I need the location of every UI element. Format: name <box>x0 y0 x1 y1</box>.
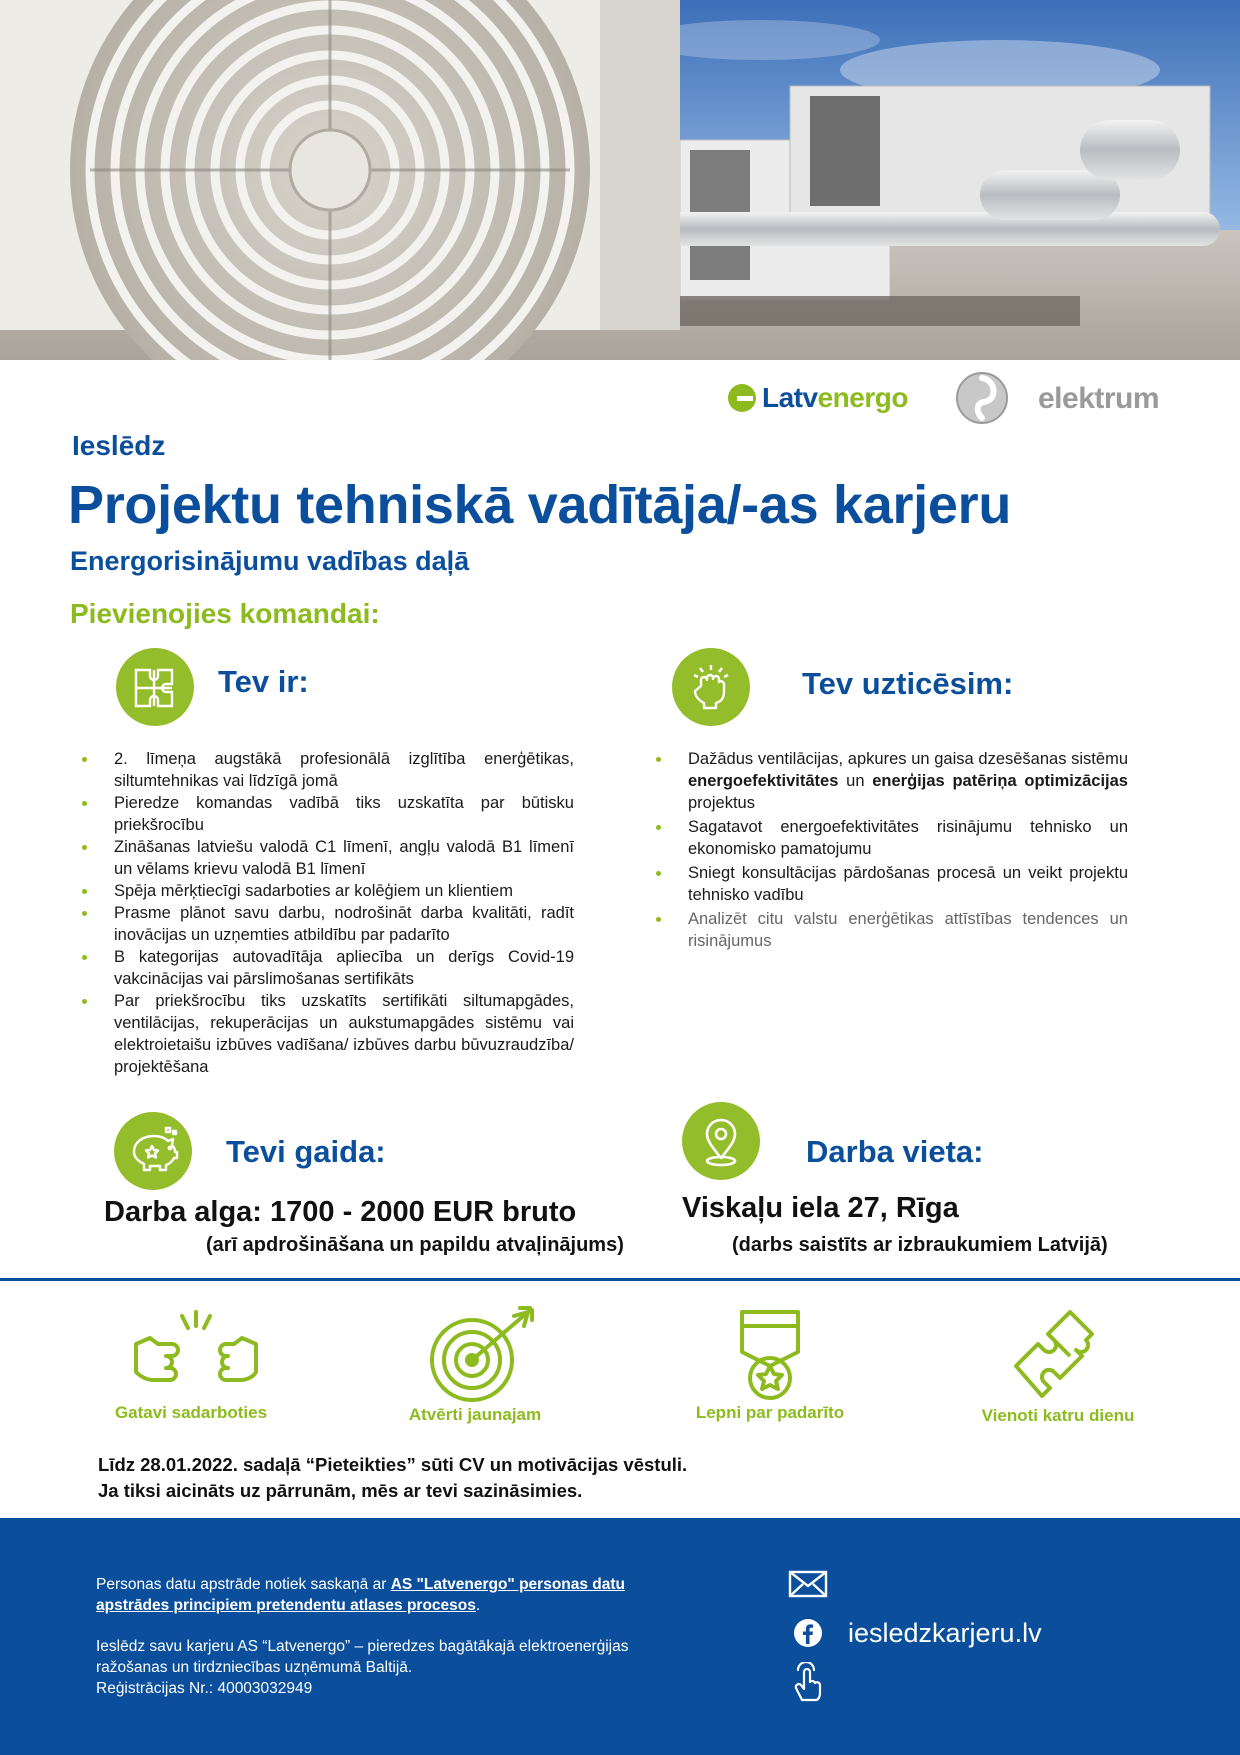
address-text: Viskaļu iela 27, Rīga <box>682 1192 959 1224</box>
kicker-text: Ieslēdz <box>72 430 166 461</box>
privacy-policy-link[interactable]: AS "Latvenergo" personas datu apstrādes principiem pretendentu atlases procesos <box>96 1576 626 1614</box>
join-heading: Pievienojies komandai: <box>70 598 380 629</box>
hero-photo <box>0 0 1240 360</box>
duties-heading: Tev uzticēsim: <box>802 666 1014 701</box>
target-icon <box>410 1304 550 1404</box>
value-label: Vienoti katru dienu <box>981 1406 1135 1425</box>
elektrum-wordmark: elektrum <box>1038 382 1160 415</box>
puzzle-pieces-icon <box>988 1304 1128 1404</box>
fist-bump-icon <box>126 1304 266 1404</box>
company-about <box>96 1636 656 1699</box>
section-divider <box>0 1278 1240 1281</box>
department-subtitle: Energorisinājumu vadības daļā <box>70 546 470 576</box>
list-item: Analizēt citu valstu enerģētikas attīstības tendences un risinājumus <box>648 908 1128 952</box>
list-item: Zināšanas latviešu valodā C1 līmenī, angļu valodā B1 līmenī un vēlams krievu valodā B1 līmenī <box>74 836 574 880</box>
value-label: Atvērti jaunajam <box>408 1405 542 1424</box>
registration-number: Reģistrācijas Nr.: 40003032949 <box>96 1680 313 1697</box>
salary-note: (arī apdrošināšana un papildu atvaļinājums) <box>206 1234 624 1256</box>
offer-heading: Tevi gaida: <box>226 1134 386 1169</box>
application-deadline <box>98 1452 687 1504</box>
privacy-notice: Personas datu apstrāde notiek saskaņā ar AS "Latvenergo" personas datu apstrādes principiem pretendentu atlases procesos. <box>96 1576 626 1614</box>
puzzle-icon <box>116 648 194 726</box>
website-link[interactable]: iesledzkarjeru.lv <box>848 1618 1042 1648</box>
list-item: Dažādus ventilācijas, apkures un gaisa dzesēšanas sistēmu energoefektivitātes un enerģijas patēriņa optimizācijas projektus <box>648 748 1128 814</box>
value-label: Gatavi sadarboties <box>114 1403 268 1422</box>
value-label: Lepni par padarīto <box>695 1403 845 1422</box>
location-heading: Darba vieta: <box>806 1134 984 1169</box>
list-item: Sniegt konsultācijas pārdošanas procesā un veikt projektu tehnisko vadību <box>648 862 1128 906</box>
piggy-bank-icon <box>114 1112 192 1190</box>
air-conditioner-illustration <box>0 0 1240 360</box>
medal-icon <box>700 1304 840 1404</box>
about-text: Ieslēdz savu karjeru AS “Latvenergo” – pieredzes bagātākajā elektroenerģijas ražošanas un tirdzniecības uzņēmumā Baltijā. <box>96 1638 629 1676</box>
elektrum-mark-icon <box>954 370 1010 426</box>
duties-list <box>648 748 1128 954</box>
list-item: Spēja mērķtiecīgi sadarboties ar kolēģiem un klientiem <box>74 880 574 902</box>
requirements-list <box>74 748 574 1078</box>
raised-fist-icon <box>672 648 750 726</box>
requirements-heading: Tev ir: <box>218 664 309 699</box>
deadline-line: Ja tiksi aicināts uz pārrunām, mēs ar tevi sazināsimies. <box>98 1480 583 1501</box>
list-item: 2. līmeņa augstākā profesionālā izglītība enerģētikas, siltumtehnikas vai līdzīgā jomā <box>74 748 574 792</box>
latvenergo-logo <box>728 378 910 418</box>
latvenergo-wordmark-suffix: energo <box>817 382 908 413</box>
latvenergo-mark-icon <box>728 384 756 412</box>
salary-text: Darba alga: 1700 - 2000 EUR bruto <box>104 1196 577 1228</box>
list-item: Pieredze komandas vadībā tiks uzskatīta par būtisku priekšrocību <box>74 792 574 836</box>
list-item: Sagatavot energoefektivitātes risinājumu tehnisko un ekonomisko pamatojumu <box>648 816 1128 860</box>
map-pin-icon <box>682 1102 760 1180</box>
deadline-line: Līdz 28.01.2022. sadaļā “Pieteikties” sūti CV un motivācijas vēstuli. <box>98 1454 688 1475</box>
facebook-icon[interactable] <box>793 1618 823 1648</box>
address-note: (darbs saistīts ar izbraukumiem Latvijā) <box>732 1234 1108 1256</box>
list-item: Prasme plānot savu darbu, nodrošināt darba kvalitāti, radīt inovācijas un uzņemties atbildību par padarīto <box>74 902 574 946</box>
page-title: Projektu tehniskā vadītāja/-as karjeru <box>68 475 1012 535</box>
pointing-hand-icon[interactable] <box>792 1662 824 1702</box>
list-item: B kategorijas autovadītāja apliecība un derīgs Covid-19 vakcinācijas vai pārslimošanas sertifikāts <box>74 946 574 990</box>
email-icon[interactable] <box>788 1570 828 1598</box>
list-item: Par priekšrocību tiks uzskatīts sertifikāti siltumapgādes, ventilācijas, rekuperācijas un aukstumapgādes sistēmu vai elektroietaišu izbūves vadīšana/ izbūves darbu būvuzraudzība/ projektēšana <box>74 990 574 1078</box>
latvenergo-wordmark-prefix: Latv <box>762 382 818 413</box>
